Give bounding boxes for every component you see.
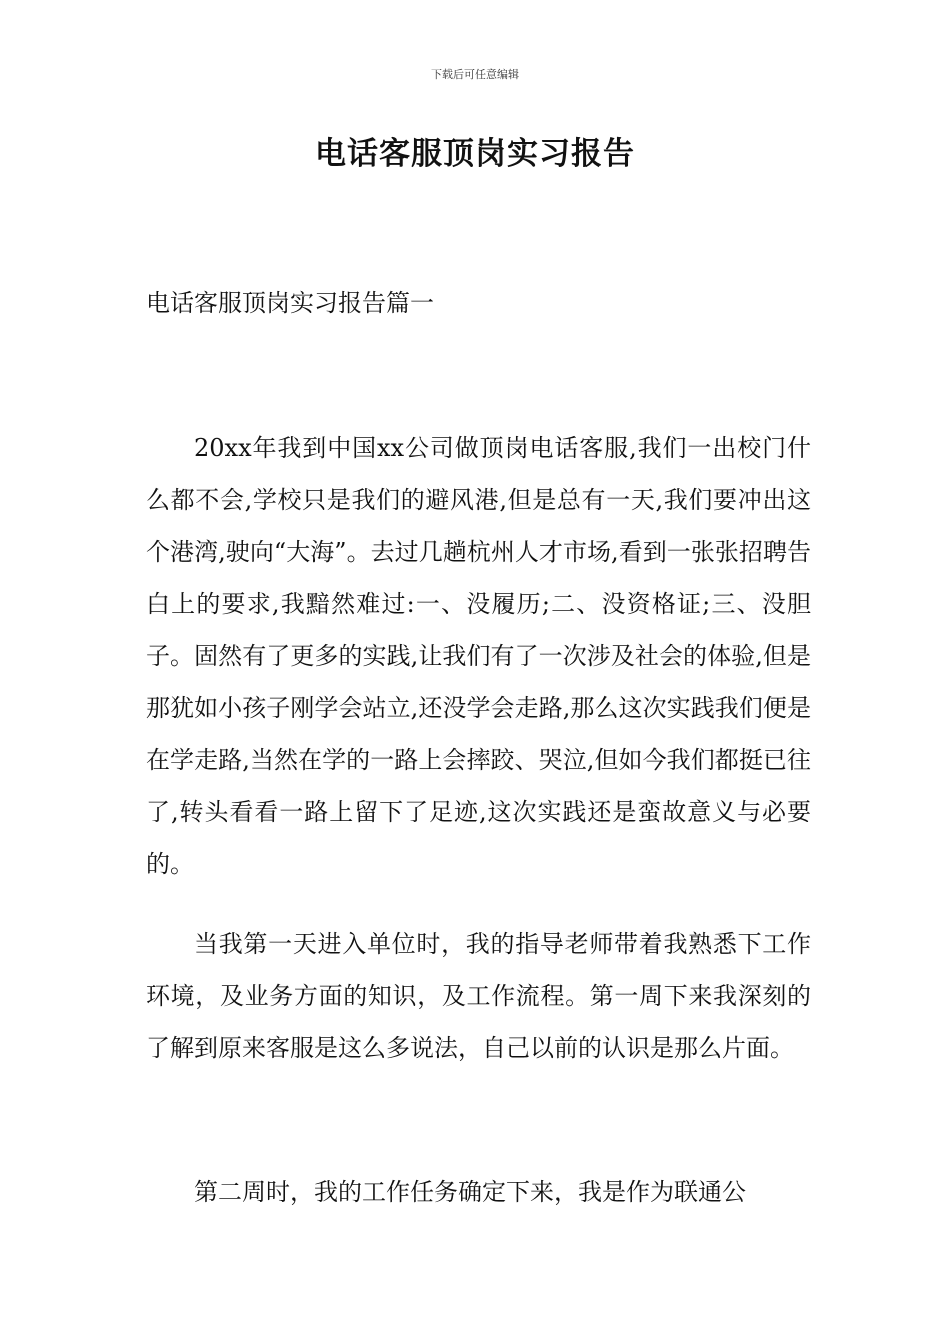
paragraph-3: 第二周时，我的工作任务确定下来，我是作为联通公 — [194, 1178, 746, 1206]
section-heading: 电话客服顶岗实习报告篇一 — [146, 289, 434, 317]
paragraph-1: 20xx年我到中国xx公司做顶岗电话客服,我们一出校门什么都不会,学校只是我们的避风港,但是总有一天,我们要冲出这个港湾,驶向“大海”。去过几趟杭州人才市场,看到一张张招聘告白上的要求,我黯然难过:一、没履历;二、没资格证;三、没胆子。固然有了更多的实践,让我们有了一次涉及社会的体验,但是那犹如小孩子刚学会站立,还没学会走路,那么这次实践我们便是在学走路,当然在学的一路上会摔跤、哭泣,但如今我们都挺已往了,转头看看一路上留下了足迹,这次实践还是蛮故意义与必要的。 — [146, 434, 811, 878]
paragraph-2: 当我第一天进入单位时，我的指导老师带着我熟悉下工作环境，及业务方面的知识，及工作流程。第一周下来我深刻的了解到原来客服是这么多说法，自己以前的认识是那么片面。 — [146, 930, 811, 1062]
header-note: 下载后可任意编辑 — [431, 68, 519, 81]
document-title: 电话客服顶岗实习报告 — [315, 136, 635, 172]
